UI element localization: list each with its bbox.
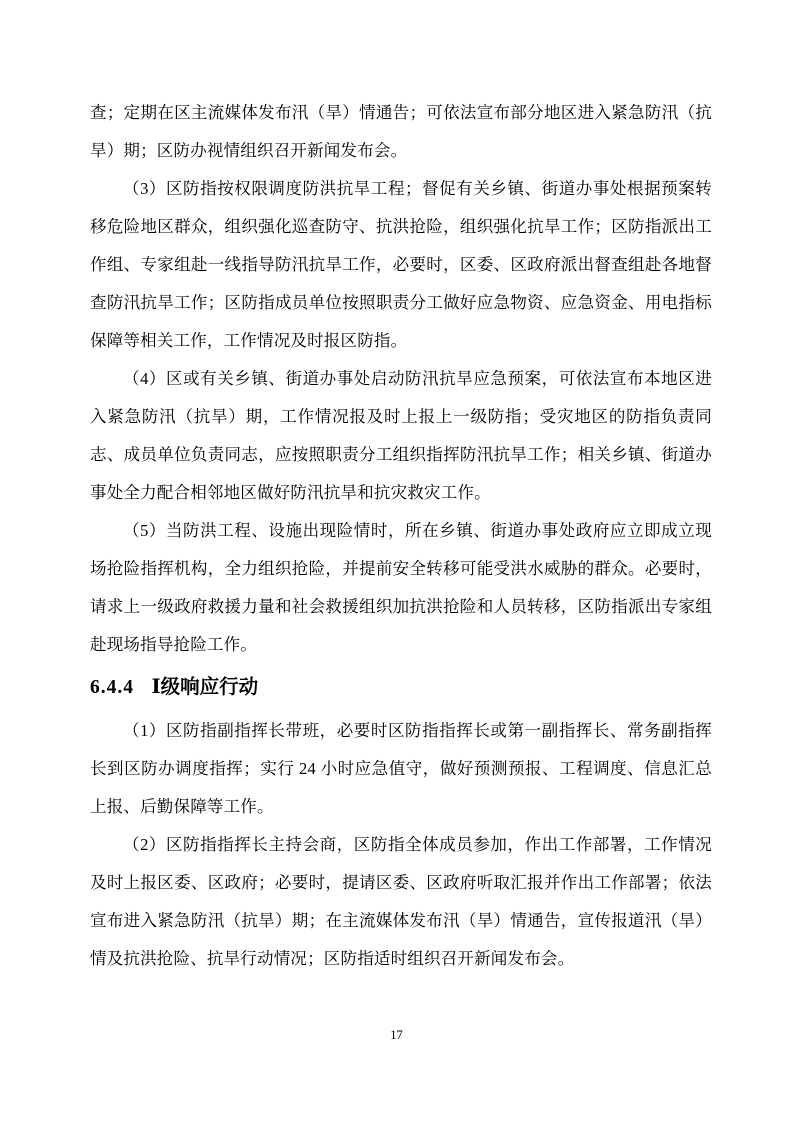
paragraph-item-2: （2）区防指指挥长主持会商，区防指全体成员参加，作出工作部署，工作情况及时上报区委、区政府；必要时，提请区委、区政府听取汇报并作出工作部署；依法宣布进入紧急防汛（抗旱）期；在主流媒体发布汛（旱）情通告，宣传报道汛（旱）情及抗洪抢险、抗旱行动情况；区防指适时组织召开新闻发布会。 — [90, 835, 712, 968]
paragraph-continuation: 查；定期在区主流媒体发布汛（旱）情通告；可依法宣布部分地区进入紧急防汛（抗旱）期；区防办视情组织召开新闻发布会。 — [90, 103, 712, 160]
section-heading-number: 6.4.4 — [90, 677, 134, 698]
section-heading-title: Ⅰ级响应行动 — [151, 677, 259, 698]
paragraph-item-1: （1）区防指副指挥长带班，必要时区防指指挥长或第一副指挥长、常务副指挥长到区防办调度指挥；实行 24 小时应急值守，做好预测预报、工程调度、信息汇总上报、后勤保障等工作。 — [90, 721, 712, 816]
paragraph-item-3: （3）区防指按权限调度防洪抗旱工程；督促有关乡镇、街道办事处根据预案转移危险地区群众，组织强化巡查防守、抗洪抢险，组织强化抗旱工作；区防指派出工作组、专家组赴一线指导防汛抗旱工作，必要时，区委、区政府派出督查组赴各地督查防汛抗旱工作；区防指成员单位按照职责分工做好应急物资、应急资金、用电指标保障等相关工作，工作情况及时报区防指。 — [90, 179, 712, 350]
paragraph-item-5: （5）当防洪工程、设施出现险情时，所在乡镇、街道办事处政府应立即成立现场抢险指挥机构，全力组织抢险，并提前安全转移可能受洪水威胁的群众。必要时，请求上一级政府救援力量和社会救援组织加抗洪抢险和人员转移，区防指派出专家组赴现场指导抢险工作。 — [90, 521, 712, 654]
section-heading — [90, 667, 712, 709]
paragraph-item-4: （4）区或有关乡镇、街道办事处启动防汛抗旱应急预案，可依法宣布本地区进入紧急防汛（抗旱）期，工作情况报及时上报上一级防指；受灾地区的防指负责同志、成员单位负责同志，应按照职责分工组织指挥防汛抗旱工作；相关乡镇、街道办事处全力配合相邻地区做好防汛抗旱和抗灾救灾工作。 — [90, 369, 712, 502]
page-content — [90, 94, 712, 978]
page-number: 17 — [390, 1028, 403, 1042]
